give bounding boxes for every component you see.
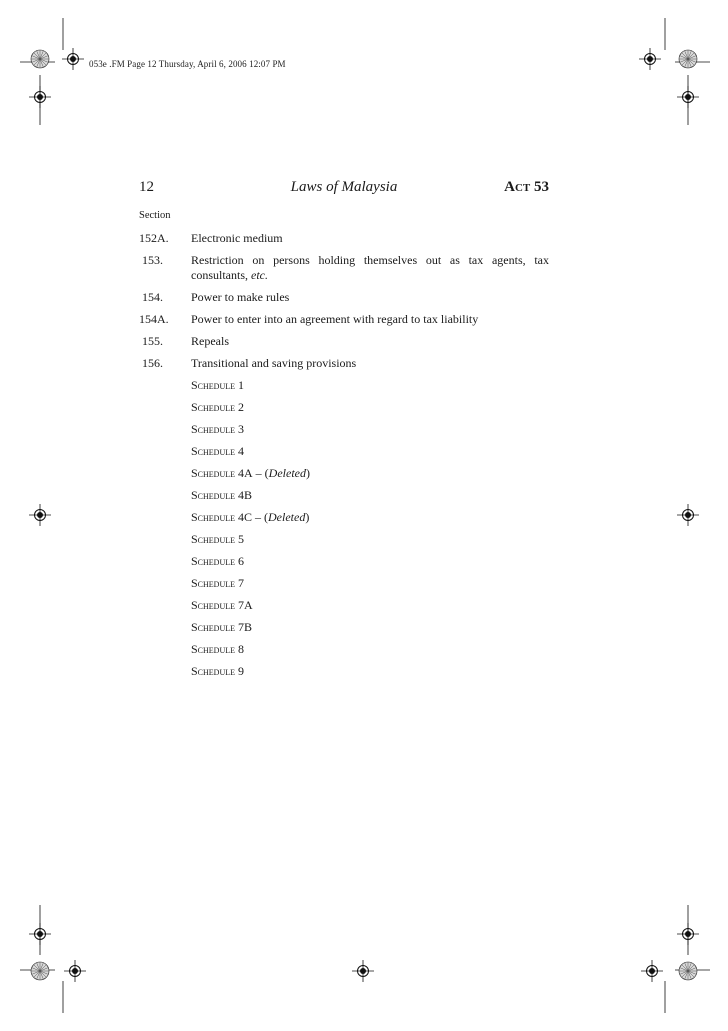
schedule-entry <box>139 488 549 503</box>
print-slug: 053e .FM Page 12 Thursday, April 6, 2006 12:07 PM <box>89 59 286 69</box>
schedule-label: Schedule 5 <box>191 532 245 546</box>
header-title: Laws of Malaysia <box>290 179 398 195</box>
schedule-text <box>191 532 549 547</box>
schedule-label: Schedule 6 <box>191 554 245 568</box>
entry-text: Power to enter into an agreement with regard to tax liability <box>191 312 479 326</box>
schedule-text <box>191 444 549 459</box>
schedule-entry <box>139 620 549 635</box>
schedule-text: Schedule 4C – (Deleted) <box>191 510 310 524</box>
toc-entry <box>139 356 549 371</box>
schedule-label: Schedule 4 <box>191 444 245 458</box>
entry-text: Repeals <box>191 334 229 348</box>
toc-entry <box>139 334 549 349</box>
schedule-note: Deleted <box>268 466 306 480</box>
entry-text: Electronic medium <box>191 231 283 245</box>
entry-number: 152A. <box>139 231 169 245</box>
schedule-list <box>139 378 549 679</box>
schedule-entry <box>139 598 549 613</box>
schedule-label: Schedule 7B <box>191 620 253 634</box>
schedule-text <box>191 598 549 613</box>
schedule-entry <box>139 532 549 547</box>
schedule-text: Schedule 4A – (Deleted) <box>191 466 310 480</box>
schedule-entry <box>139 466 549 481</box>
schedule-text <box>191 642 549 657</box>
schedule-label: Schedule 2 <box>191 400 245 414</box>
schedule-text <box>191 664 549 679</box>
header-act: Act 53 <box>504 179 549 195</box>
entry-number: 155. <box>142 334 163 348</box>
schedule-text <box>191 488 549 503</box>
schedule-entry <box>139 444 549 459</box>
entry-number: 154A. <box>139 312 169 326</box>
toc-entry <box>139 253 549 283</box>
entry-number: 154. <box>142 290 163 304</box>
schedule-text <box>191 400 549 415</box>
toc-entry <box>139 290 549 305</box>
entry-number: 156. <box>142 356 163 370</box>
schedule-label: Schedule 4B <box>191 488 253 502</box>
schedule-label: Schedule 9 <box>191 664 245 678</box>
schedule-entry <box>139 664 549 679</box>
schedule-entry <box>139 642 549 657</box>
schedule-label: Schedule 8 <box>191 642 245 656</box>
entry-text <box>191 253 549 283</box>
schedule-entry <box>139 378 549 393</box>
entry-number: 153. <box>142 253 163 267</box>
table-of-contents <box>139 231 549 686</box>
schedule-text <box>191 422 549 437</box>
schedule-entry <box>139 510 549 525</box>
running-header <box>139 179 549 201</box>
schedule-label: Schedule 1 <box>191 378 245 392</box>
page-number: 12 <box>139 179 154 195</box>
schedule-text <box>191 620 549 635</box>
schedule-entry <box>139 400 549 415</box>
entry-text: Transitional and saving provisions <box>191 356 357 370</box>
toc-entry <box>139 312 549 327</box>
schedule-text <box>191 554 549 569</box>
schedule-entry <box>139 554 549 569</box>
schedule-text <box>191 378 549 393</box>
schedule-note: Deleted <box>268 510 306 524</box>
entry-text: Power to make rules <box>191 290 290 304</box>
schedule-label: Schedule 4C <box>191 510 253 524</box>
schedule-entry <box>139 422 549 437</box>
entry-text-etc: etc. <box>251 268 268 282</box>
schedule-label: Schedule 3 <box>191 422 245 436</box>
toc-entry <box>139 231 549 246</box>
schedule-label: Schedule 4A <box>191 466 253 480</box>
schedule-label: Schedule 7A <box>191 598 253 612</box>
entry-text-main: Restriction on persons holding themselves out as tax agents, tax consultants, <box>191 253 549 282</box>
schedule-label: Schedule 7 <box>191 576 245 590</box>
section-label: Section <box>139 210 171 221</box>
schedule-entry <box>139 576 549 591</box>
schedule-text <box>191 576 549 591</box>
